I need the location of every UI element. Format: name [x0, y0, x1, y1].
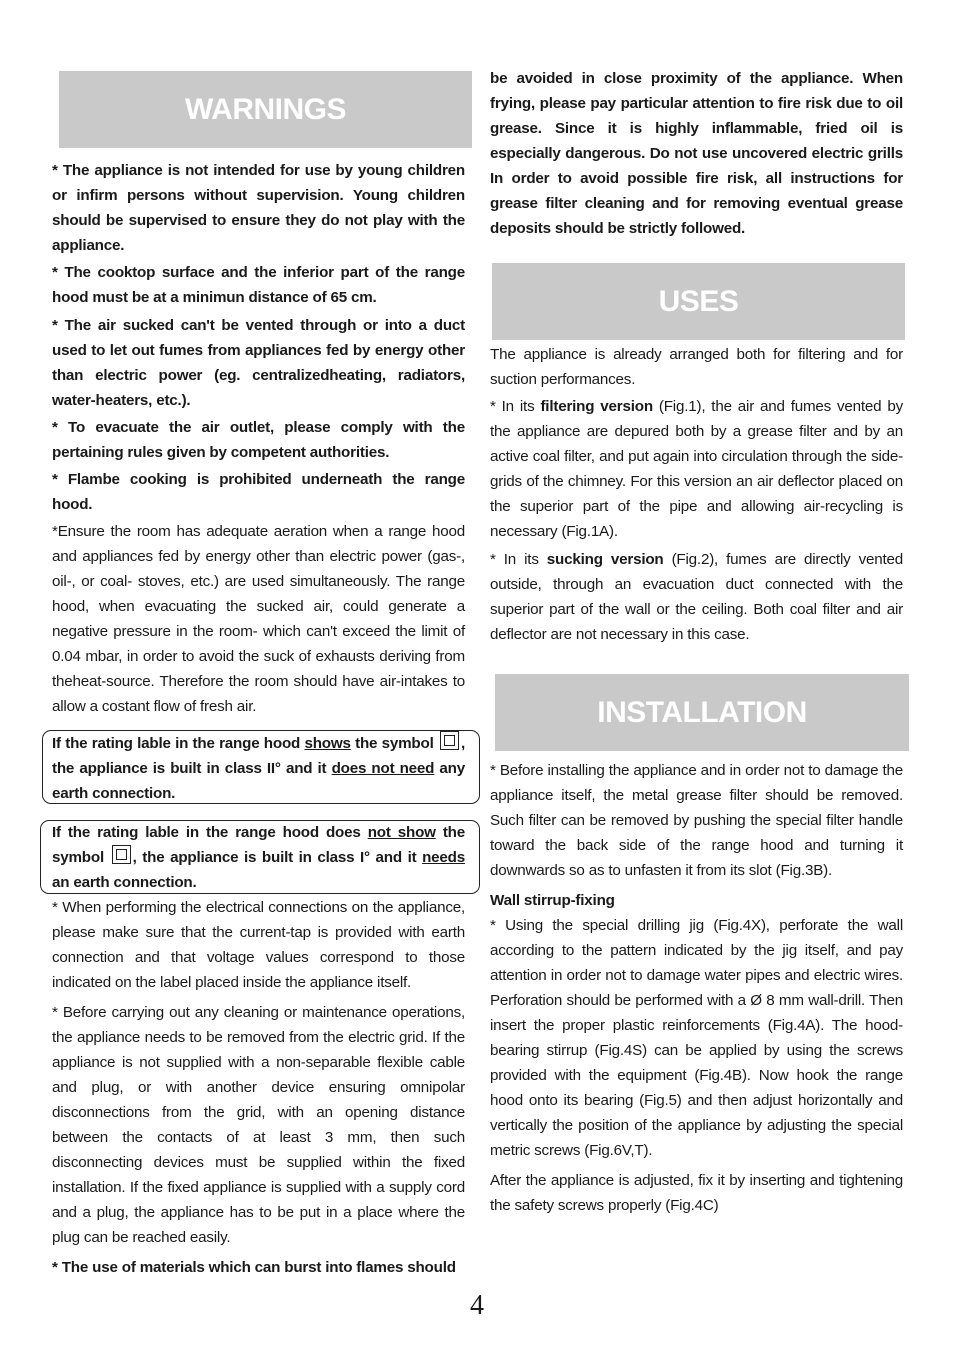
warnings-list [52, 158, 465, 719]
page-number: 4 [470, 1290, 484, 1321]
warning-children: * The appliance is not intended for use by young children or infirm persons without supervision. Young children should be supervised to ensure they do not play with the appliance. [52, 162, 465, 254]
installation-section [490, 758, 903, 1218]
warning-maintenance: * Before carrying out any cleaning or maintenance operations, the appliance needs to be removed from the electric grid. If the appliance is not supplied with a non-separable flexible cable and plug, or with another device ensuring omnipolar disconnections from the grid, with an opening distance between the contacts of at least 3 mm, then such disconnecting devices must be supplied within the fixed installation. If the fixed appliance is supplied with a supply cord and a plug, the appliance has to be put in a place where the plug can be reached easily. [52, 1004, 465, 1246]
installation-stirrup: * Using the special drilling jig (Fig.4X), perforate the wall according to the pattern indicated by the jig itself, and pay attention in order not to damage water pipes and electric wires. Perforation should be performed with a Ø 8 mm wall-drill. Then insert the proper plastic reinforcements (Fig.4A). The hood-bearing stirrup (Fig.4S) can be applied by using the screws provided with the equipment (Fig.4B). Now hook the range hood onto its bearing (Fig.5) and then adjust horizontally and vertically the position of the appliance by adjusting the special metric screws (Fig.6V,T). [490, 917, 903, 1159]
warning-duct: * The air sucked can't be vented through or into a duct used to let out fumes from appliances fed by energy other than electric power (eg. centralizedheating, radiators, water-heaters, etc.). [52, 317, 465, 409]
uses-title: USES [658, 284, 739, 318]
warning-outlet: * To evacuate the air outlet, please comply with the pertaining rules given by competent authorities. [52, 419, 465, 461]
warning-flammable-continued: be avoided in close proximity of the appliance. When frying, please pay particular attention to fire risk due to oil grease. Since it is highly inflammable, fried oil is especially dangerous. Do not use uncovered electric grills In order to avoid possible fire risk, all instructions for grease filter cleaning and for removing eventual grease deposits should be strictly followed. [490, 70, 903, 237]
uses-sucking: * In its sucking version (Fig.2), fumes are directly vented outside, through an evacuation duct connected with the superior part of the wall or the ceiling. Both coal filter and air deflector are not necessary in this case. [490, 551, 903, 643]
uses-section [490, 342, 903, 647]
installation-title: INSTALLATION [597, 695, 807, 729]
warnings-title: WARNINGS [185, 92, 346, 126]
uses-banner [492, 263, 905, 340]
warning-flammable: * The use of materials which can burst into flames should [52, 1259, 456, 1276]
installation-safety: After the appliance is adjusted, fix it by inserting and tightening the safety screws properly (Fig.4C) [490, 1172, 903, 1214]
double-insulation-icon [112, 845, 131, 864]
installation-filter: * Before installing the appliance and in order not to damage the appliance itself, the metal grease filter should be removed. Such filter can be removed by pushing the special filter handle toward the back side of the range hood and turning it downwards so as to unfasten it from its slot (Fig.3B). [490, 762, 903, 879]
double-insulation-icon [440, 731, 459, 750]
class-ii-text: If the rating lable in the range hood shows the symbol , the appliance is built in class II° and it does not need any earth connection. [52, 731, 465, 806]
installation-banner [495, 674, 909, 751]
uses-intro: The appliance is already arranged both for filtering and for suction performances. [490, 346, 903, 388]
warning-flambe: * Flambe cooking is prohibited underneath the range hood. [52, 471, 465, 513]
uses-filtering: * In its filtering version (Fig.1), the air and fumes vented by the appliance are depured both by a grease filter and by an active coal filter, and put again into circulation through the side-grids of the chimney. For this version an air deflector placed on the superior part of the pipe and allowing air-recycling is necessary (Fig.1A). [490, 398, 904, 540]
warning-distance: * The cooktop surface and the inferior part of the range hood must be at a minimun distance of 65 cm. [52, 264, 465, 306]
warning-aeration: *Ensure the room has adequate aeration when a range hood and appliances fed by energy other than electric power (gas-, oil-, or coal- stoves, etc.) are used simultaneously. The range hood, when evacuating the sucked air, could generate a negative pressure in the room- which can't exceed the limit of 0.04 mbar, in order to avoid the suck of exhausts deriving from theheat-source. Therefore the room should have air-intakes to allow a costant flow of fresh air. [52, 523, 465, 715]
warnings-banner [59, 71, 472, 148]
class-i-text: If the rating lable in the range hood does not show the symbol , the appliance is built in class I° and it needs an earth connection. [52, 824, 465, 891]
installation-subheading: Wall stirrup-fixing [490, 892, 615, 909]
warning-electrical: * When performing the electrical connections on the appliance, please make sure that the current-tap is provided with earth connection and that voltage values correspond to those indicated on the label placed inside the appliance itself. [52, 899, 465, 991]
